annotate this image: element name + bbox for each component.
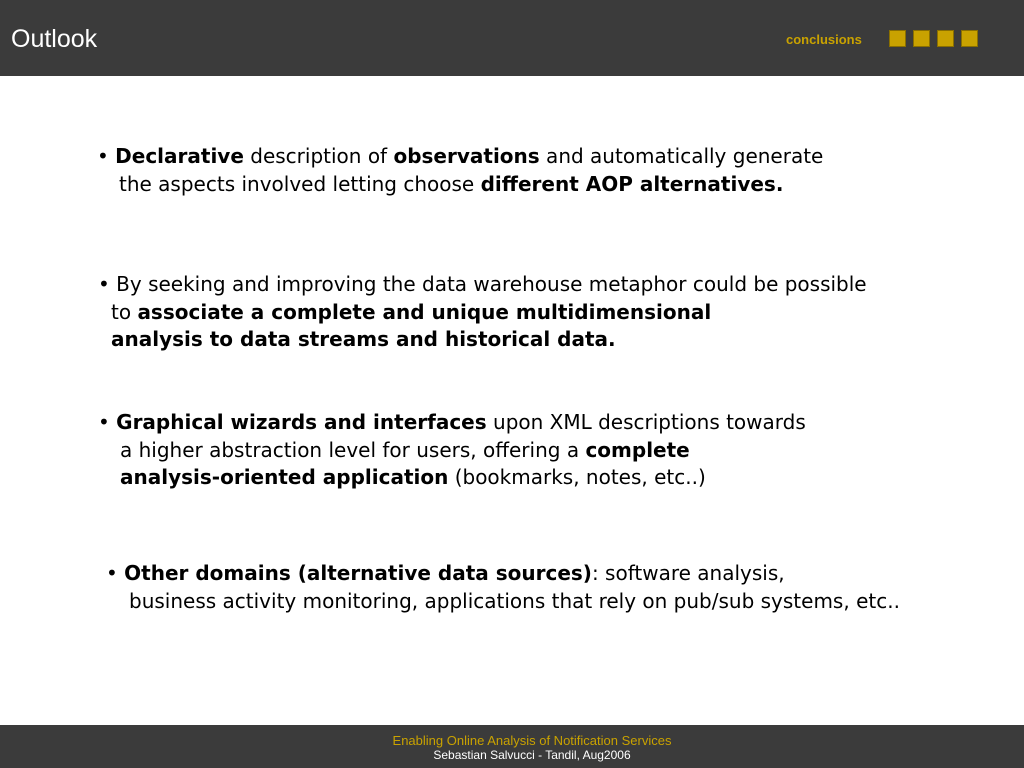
bullet-line bbox=[98, 326, 867, 354]
bullet-other-domains bbox=[106, 560, 900, 615]
progress-square bbox=[961, 30, 978, 47]
text: a higher abstraction level for users, offering a bbox=[120, 437, 586, 462]
text: : software analysis, bbox=[591, 561, 785, 585]
slide-title: Outlook bbox=[11, 25, 98, 53]
progress-indicator bbox=[889, 30, 985, 48]
text: upon XML descriptions towards bbox=[486, 410, 806, 434]
text: to bbox=[111, 299, 138, 324]
text: (bookmarks, notes, etc..) bbox=[448, 465, 706, 489]
footer-author-date: Sebastian Salvucci - Tandil, Aug2006 bbox=[433, 748, 631, 762]
progress-square bbox=[889, 30, 906, 47]
bullet-line bbox=[98, 464, 806, 492]
bullet-declarative bbox=[97, 143, 823, 198]
text: the aspects involved letting choose bbox=[119, 171, 481, 196]
bold-text: Other domains (alternative data sources) bbox=[124, 561, 592, 585]
bold-text: complete bbox=[585, 437, 690, 462]
text: business activity monitoring, applications that rely on pub/sub systems, etc.. bbox=[129, 588, 900, 613]
bullet-line bbox=[97, 171, 823, 199]
bold-text: observations bbox=[393, 144, 540, 168]
bold-text: analysis-oriented application bbox=[120, 465, 449, 489]
bullet-graphical-wizards bbox=[98, 409, 806, 492]
bullet-line bbox=[97, 143, 823, 171]
text: description of bbox=[243, 144, 394, 168]
bullet-line bbox=[98, 437, 806, 465]
footer-bar bbox=[0, 725, 1024, 768]
text: and automatically generate bbox=[539, 144, 824, 168]
bullet-line bbox=[106, 588, 900, 616]
text: • bbox=[106, 561, 125, 585]
text: • bbox=[98, 410, 117, 434]
text: • By seeking and improving the data warehouse metaphor could be possible bbox=[98, 272, 867, 296]
bold-text: Graphical wizards and interfaces bbox=[116, 410, 487, 434]
footer-presentation-title: Enabling Online Analysis of Notification Services bbox=[392, 733, 672, 748]
text: • bbox=[97, 144, 116, 168]
bold-text: Declarative bbox=[115, 144, 244, 168]
bold-text: analysis to data streams and historical data. bbox=[111, 327, 616, 351]
progress-square bbox=[913, 30, 930, 47]
bullet-line bbox=[98, 409, 806, 437]
bullet-line bbox=[98, 299, 867, 327]
header-bar bbox=[0, 0, 1024, 76]
bold-text: associate a complete and unique multidimensional bbox=[137, 299, 712, 324]
section-label: conclusions bbox=[786, 32, 862, 47]
progress-square bbox=[937, 30, 954, 47]
bullet-line bbox=[98, 271, 867, 299]
bold-text: different AOP alternatives. bbox=[480, 171, 784, 196]
bullet-line bbox=[106, 560, 900, 588]
bullet-data-warehouse bbox=[98, 271, 867, 354]
